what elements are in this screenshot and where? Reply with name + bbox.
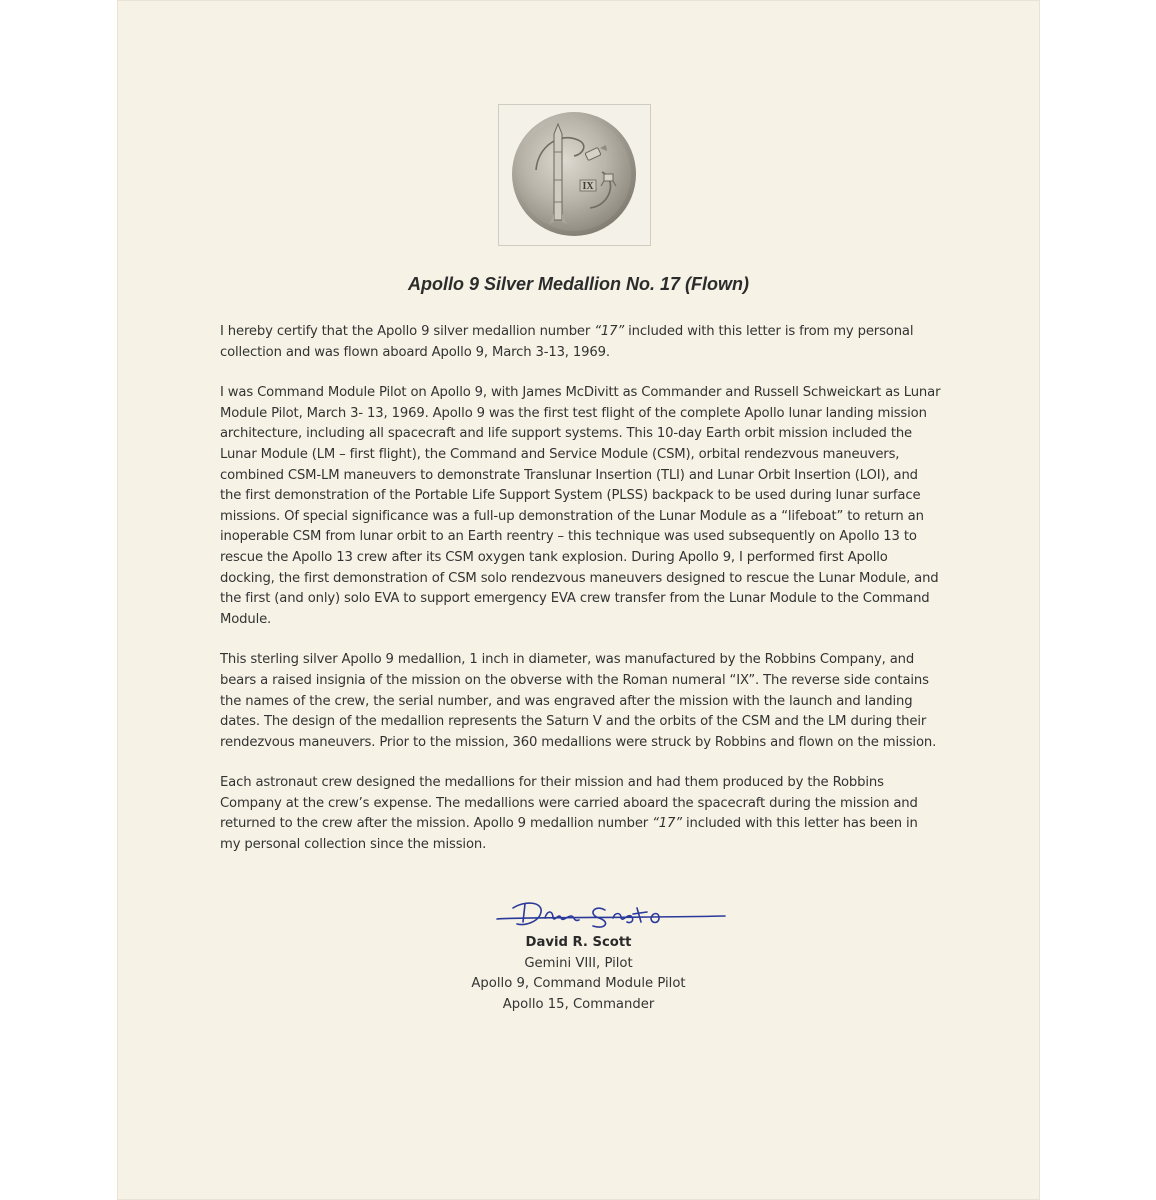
- signer-name: David R. Scott: [525, 935, 632, 950]
- paragraph-text: included with this letter is from my personal collection and was flown aboard Apollo 9, March 3-13, 1969.: [220, 324, 914, 360]
- paragraph-text: Each astronaut crew designed the medallions for their mission and had them produced by the Robbins Company at the crew’s expense. The medallions were carried aboard the spacecraft during the mission and returned to the crew after the mission. Apollo 9 medallion number: [220, 775, 918, 832]
- emphasized-text: “17”: [652, 816, 682, 832]
- medallion-face: [517, 117, 631, 231]
- medallion-numeral: IX: [582, 181, 594, 192]
- paragraph-text: I hereby certify that the Apollo 9 silver medallion number: [220, 324, 595, 339]
- document-title: Apollo 9 Silver Medallion No. 17 (Flown): [407, 274, 750, 294]
- handwritten-signature: [495, 896, 731, 936]
- signature-block: [117, 933, 1040, 1015]
- signer-title-line: Gemini VIII, Pilot: [524, 955, 633, 971]
- paragraph-text: This sterling silver Apollo 9 medallion, 1 inch in diameter, was manufactured by the Robbins Company, and bears a raised insignia of the mission on the obverse with the Roman numeral “IX”. The reverse side contains the names of the crew, the serial number, and was engraved after the mission with the launch and landing dates. The design of the medallion represents the Saturn V and the orbits of the CSM and the LM during their rendezvous maneuvers. Prior to the mission, 360 medallions were struck by Robbins and flown on the mission.: [220, 652, 937, 750]
- signer-title-line: Apollo 9, Command Module Pilot: [471, 976, 686, 992]
- paragraph-text: included with this letter has been in my personal collection since the mission.: [220, 816, 918, 853]
- letter-page: [117, 0, 1040, 1200]
- body-paragraph: [220, 383, 942, 630]
- medallion-image: [506, 110, 643, 240]
- medallion-photo-frame: [498, 104, 651, 246]
- emphasized-text: “17”: [594, 324, 625, 339]
- body-paragraph: [220, 650, 942, 753]
- signer-title-line: Apollo 15, Commander: [502, 996, 655, 1012]
- body-paragraph: [220, 773, 942, 855]
- body-paragraph: [220, 322, 942, 363]
- paragraph-text: I was Command Module Pilot on Apollo 9, with James McDivitt as Commander and Russell Schweickart as Lunar Module Pilot, March 3- 13, 1969. Apollo 9 was the first test flight of the complete Apollo lunar landing mission architecture, including all spacecraft and life support systems. This 10-day Earth orbit mission included the Lunar Module (LM – first flight), the Command and Service Module (CSM), orbital rendezvous maneuvers, combined CSM-LM maneuvers to demonstrate Translunar Insertion (TLI) and Lunar Orbit Insertion (LOI), and the first demonstration of the Portable Life Support System (PLSS) backpack to be used during lunar surface missions. Of special significance was a full-up demonstration of the Lunar Module as a “lifeboat” to return an inoperable CSM from lunar orbit to an Earth reentry – this technique was used subsequently on Apollo 13 to rescue the Apollo 13 crew after its CSM oxygen tank explosion. During Apollo 9, I performed first Apollo docking, the first demonstration of CSM solo rendezvous maneuvers designed to rescue the Lunar Module, and the first (and only) solo EVA to support emergency EVA crew transfer from the Lunar Module to the Command Module.: [220, 385, 941, 627]
- letter-body: [220, 322, 942, 856]
